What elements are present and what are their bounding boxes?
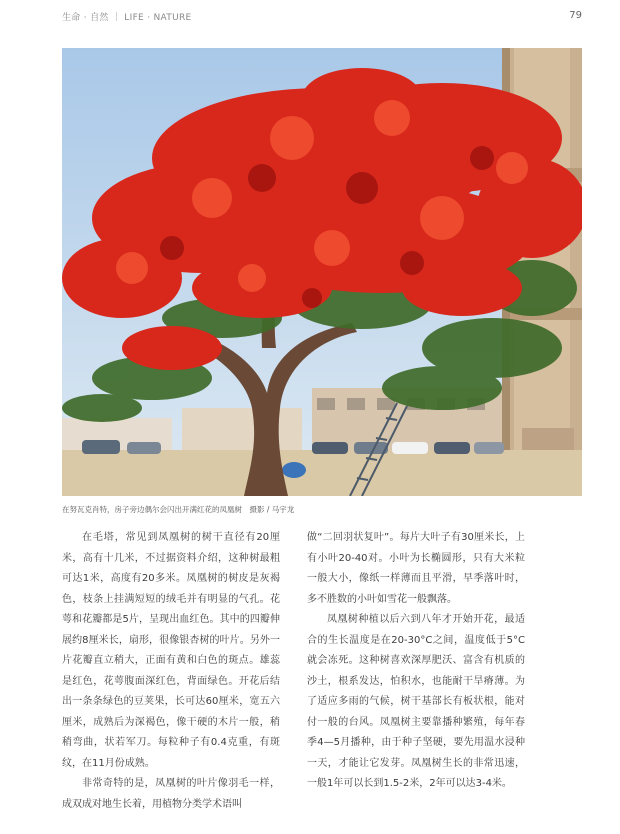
page-number: 79 [569, 10, 582, 21]
paragraph: 做“二回羽状复叶”。每片大叶子有30厘米长，上有小叶20-40对。小叶为长椭圆形，只有大米粒一般大小，像纸一样薄而且平滑，早季落叶时，多不胜数的小叶如雪花一般飘落。 [307, 532, 525, 605]
page-header [62, 10, 582, 24]
paragraph: 凤凰树种植以后六到八年才开始开花，最适合的生长温度是在20-30°C之间，温度低于5°C就会冻死。这种树喜欢深厚肥沃、富含有机质的沙土，根系发达，怕积水，也能耐干旱瘠薄。为了适应多雨的气候，树干基部长有板状根，能对付一般的台风。凤凰树主要靠播种繁殖，每年春季4—5月播种，由于种子坚硬，要先用温水浸种一天，才能让它发芽。凤凰树生长的非常迅速，一般1年可以长到1.5-2米，2年可以达3-4米。 [307, 614, 525, 789]
ground [62, 450, 582, 496]
photo-illustration [62, 48, 582, 496]
paragraph: 在毛塔，常见到凤凰树的树干直径有20厘米，高有十几米，不过据资料介绍，这种树最粗可达1米，高度有20多米。凤凰树的树皮是灰褐色，枝条上挂满短短的绒毛并有明显的气孔。花萼和花瓣都是5片，呈现出血红色。其中的四瓣伸展约8厘米长，扇形，很像银杏树的叶片。另外一片花瓣直立稍大，正面有黄和白色的斑点。雄蕊是红色，花萼腹面深红色，背面绿色。开花后结出一条条绿色的豆荚果，长可达60厘米，宽五六厘米，成熟后为深褐色，像干硬的木片一般，稍稍弯曲，状若军刀。每粒种子有0.4克重，有斑纹，在11月份成熟。 [62, 532, 280, 769]
article-left-column [62, 528, 280, 815]
paragraph: 非常奇特的是，凤凰树的叶片像羽毛一样，成双成对地生长着，用植物分类学术语叫 [62, 778, 280, 810]
article-right-column [307, 528, 525, 795]
blue-barrel [282, 462, 306, 478]
section-label: 生命 · 自然 ｜ LIFE · NATURE [62, 13, 192, 23]
flame-tree-photo [62, 48, 582, 496]
photo-caption: 在努瓦克肖特，房子旁边偶尔会闪出开满红花的凤凰树 摄影 / 马宇龙 [62, 505, 295, 514]
